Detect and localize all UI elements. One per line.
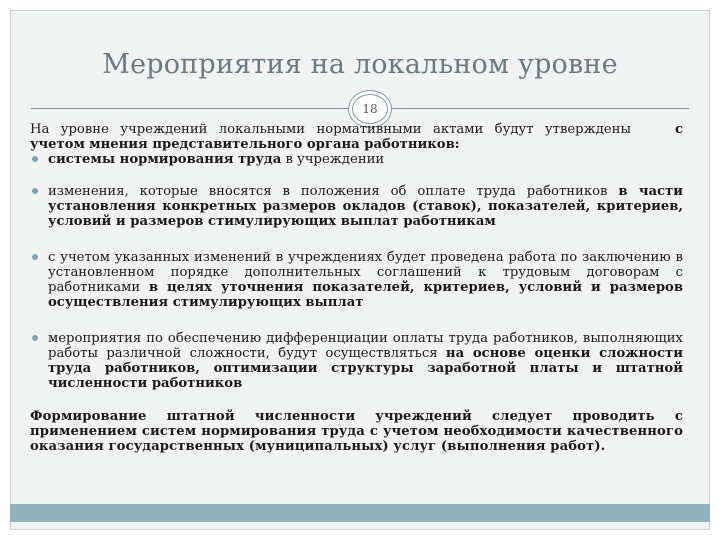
intro-text-bold-line2: мнения представительного органа работников: [89, 137, 460, 152]
list-item [30, 250, 683, 310]
intro-text: На уровне учреждений локальными нормативными актами будут утверждены [30, 122, 631, 137]
bullet-text: мероприятия по обеспечению дифференциации оплаты труда работников, выполняющих работы различной сложности, будут осуществляться [48, 331, 683, 361]
bullet-bold-text: в целях уточнения показателей, критериев, условий и размеров осуществления стимулирующих выплат [48, 280, 683, 310]
list-item [30, 184, 683, 229]
slide-content [30, 122, 683, 454]
intro-text-bold: с учетом [30, 122, 683, 152]
bullet-text: в учреждении [281, 152, 385, 167]
bullet-bold-text: системы нормирования труда [48, 152, 282, 167]
footer-accent-bar [10, 504, 710, 522]
bullet-text: с учетом указанных изменений в учреждениях будет проведена работа по заключению в установленном порядке дополнительных соглашений к трудовым договорам с работниками [48, 250, 683, 295]
bullet-list [30, 152, 683, 391]
bullet-bold-text: в части установления конкретных размеров окладов (ставок), показателей, критериев, условий и размеров стимулирующих выплат работникам [48, 184, 683, 229]
page-number-badge: 18 [352, 94, 388, 124]
bullet-text: изменения, которые вносятся в положения об оплате труда работников [48, 184, 619, 199]
list-item [30, 331, 683, 391]
bullet-bold-text: на основе оценки сложности труда работников, оптимизации структуры заработной платы и штатной численности работников [48, 346, 683, 391]
slide-title: Мероприятия на локальном уровне [102, 49, 618, 80]
closing-text: Формирование штатной численности учреждений следует проводить с применением систем нормирования труда с учетом необходимости качественного оказания государственных (муниципальных) услуг (выполнения работ). [30, 409, 683, 454]
list-item [30, 152, 683, 167]
closing-paragraph [30, 409, 683, 454]
intro-paragraph [30, 122, 683, 152]
